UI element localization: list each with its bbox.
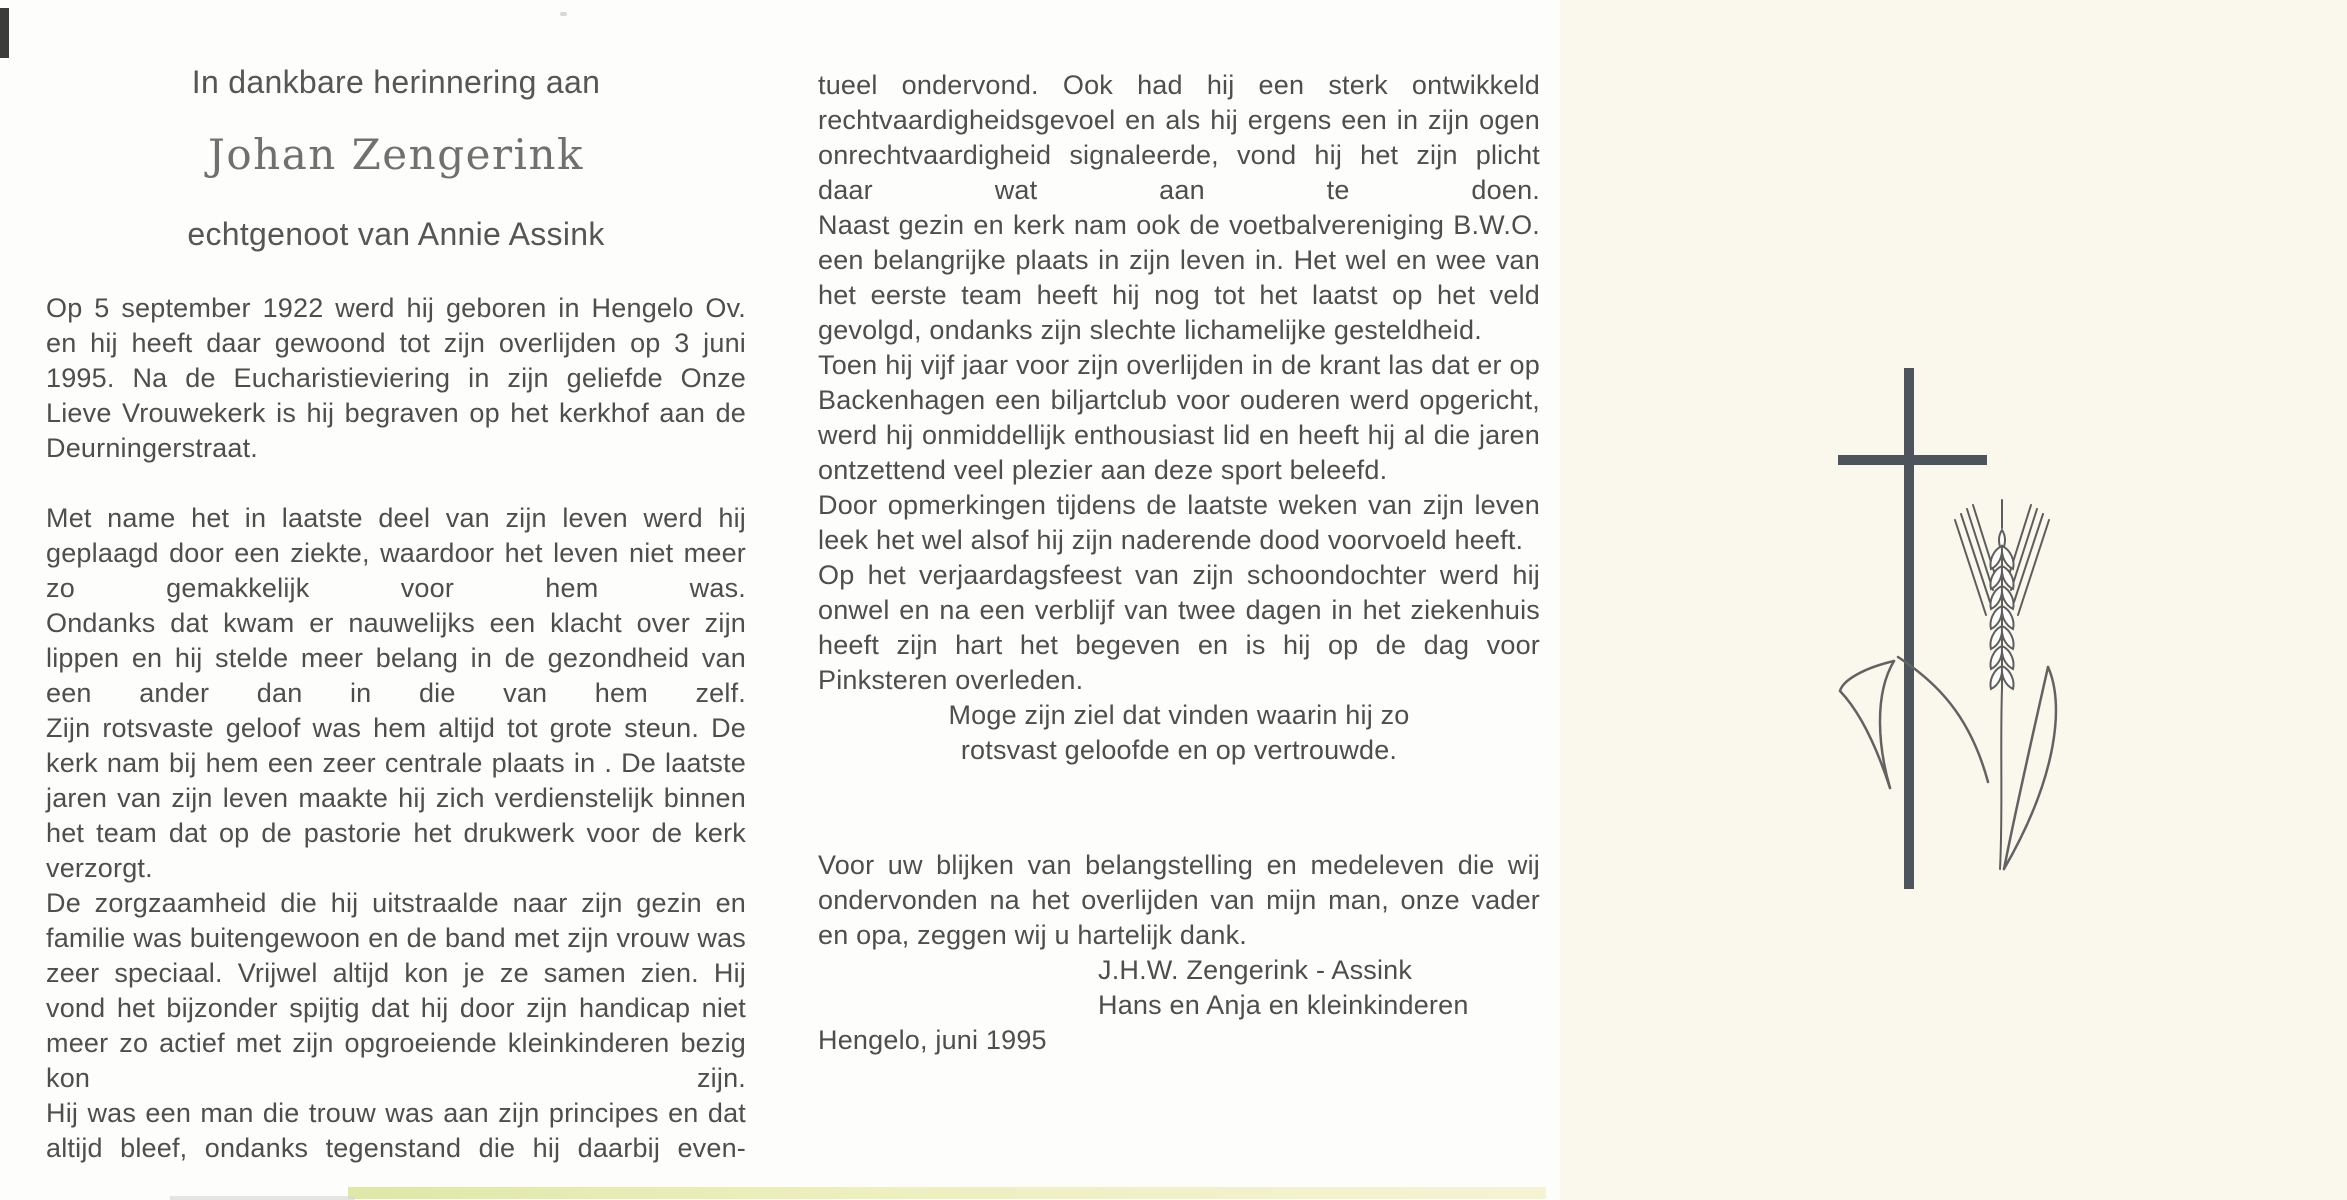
paragraph-family: De zorgzaamheid die hij uitstraalde naar zijn gezin en familie was buitengewoon en de band met zijn vrouw was zeer speciaal. Vrijwel altijd kon je ze samen zien. Hij vond het bijzonder spijtig dat hij door zijn handicap niet meer zo actief met zijn opgroeiende kleinkinderen bezig kon zijn. — [46, 888, 746, 1093]
prayer-line: rotsvast geloofde en op vertrouwde. — [960, 735, 1398, 765]
right-column-text — [818, 68, 1540, 1058]
paragraph-illness: Met name het in laatste deel van zijn leven werd hij geplaagd door een ziekte, waardoor het leven niet meer zo gemakkelijk voor hem was. — [46, 503, 746, 603]
signature-line: J.H.W. Zengerink - Assink — [1098, 955, 1413, 985]
paragraph-justice: tueel ondervond. Ook had hij een sterk ontwikkeld rechtvaardigheidsgevoel en als hij ergens een in zijn ogen onrechtvaardigheid signaleerde, vond hij het zijn plicht daar wat aan te doen. — [818, 70, 1540, 205]
left-column-text — [46, 291, 746, 1166]
paragraph-football: Naast gezin en kerk nam ook de voetbalvereniging B.W.O. een belangrijke plaats in zijn leven in. Het wel en wee van het eerste team heeft hij nog tot het laatst op het veld gevolgd, ondanks zijn slechte lichamelijke gesteldheid. — [818, 210, 1540, 345]
cross-icon — [1838, 368, 1987, 889]
deceased-name: Johan Zengerink — [208, 130, 584, 179]
left-column — [46, 0, 746, 1200]
paragraph-passing: Op het verjaardagsfeest van zijn schoondochter werd hij onwel en na een verblijf van twee dagen in het ziekenhuis heeft zijn hart het begeven en is hij op de dag voor Pinksteren overleden. — [818, 560, 1540, 695]
paragraph-no-complaints: Ondanks dat kwam er nauwelijks een klacht over zijn lippen en hij stelde meer belang in de gezondheid van een ander dan in die van hem zelf. — [46, 608, 746, 708]
place-date: Hengelo, juni 1995 — [818, 1025, 1047, 1055]
memorial-intro: In dankbare herinnering aan — [191, 64, 601, 100]
signature-line: Hans en Anja en kleinkinderen — [1098, 990, 1469, 1020]
scan-artifact — [0, 8, 9, 58]
acknowledgement-text: Voor uw blijken van belangstelling en medeleven die wij ondervonden na het overlijden van mijn man, onze vader en opa, zeggen wij u hartelijk dank. — [818, 850, 1540, 950]
paragraph-birth-burial: Op 5 september 1922 werd hij geboren in Hengelo Ov. en hij heeft daar gewoond tot zijn overlijden op 3 juni 1995. Na de Eucharistieviering in zijn geliefde Onze Lieve Vrouwekerk is hij begraven op het kerkhof aan de Deurningerstraat. — [46, 293, 746, 463]
cross-and-wheat-illustration — [1810, 350, 2080, 905]
right-column — [818, 0, 1540, 1200]
paragraph-faith: Zijn rotsvaste geloof was hem altijd tot grote steun. De kerk nam bij hem een zeer centrale plaats in . De laatste jaren van zijn leven maakte hij zich verdienstelijk binnen het team dat op de pastorie het drukwerk voor de kerk verzorgt. — [46, 713, 746, 883]
spouse-line: echtgenoot van Annie Assink — [187, 216, 605, 252]
wheat-icon — [1955, 500, 2049, 869]
paragraph-billiards: Toen hij vijf jaar voor zijn overlijden in de krant las dat er op Backenhagen een biljartclub voor ouderen werd opgericht, werd hij onmiddellijk enthousiast lid en heeft hij al die jaren ontzettend veel plezier aan deze sport beleefd. — [818, 350, 1540, 485]
prayer-text — [818, 698, 1540, 768]
paragraph-premonition: Door opmerkingen tijdens de laatste weken van zijn leven leek het wel alsof hij zijn naderende dood voorvoeld heeft. — [818, 490, 1540, 555]
paragraph-principles: Hij was een man die trouw was aan zijn principes en dat altijd bleef, ondanks tegenstand die hij daarbij even- — [46, 1098, 746, 1163]
prayer-line: Moge zijn ziel dat vinden waarin hij zo — [948, 700, 1410, 730]
leaves-icon — [1840, 657, 2056, 869]
